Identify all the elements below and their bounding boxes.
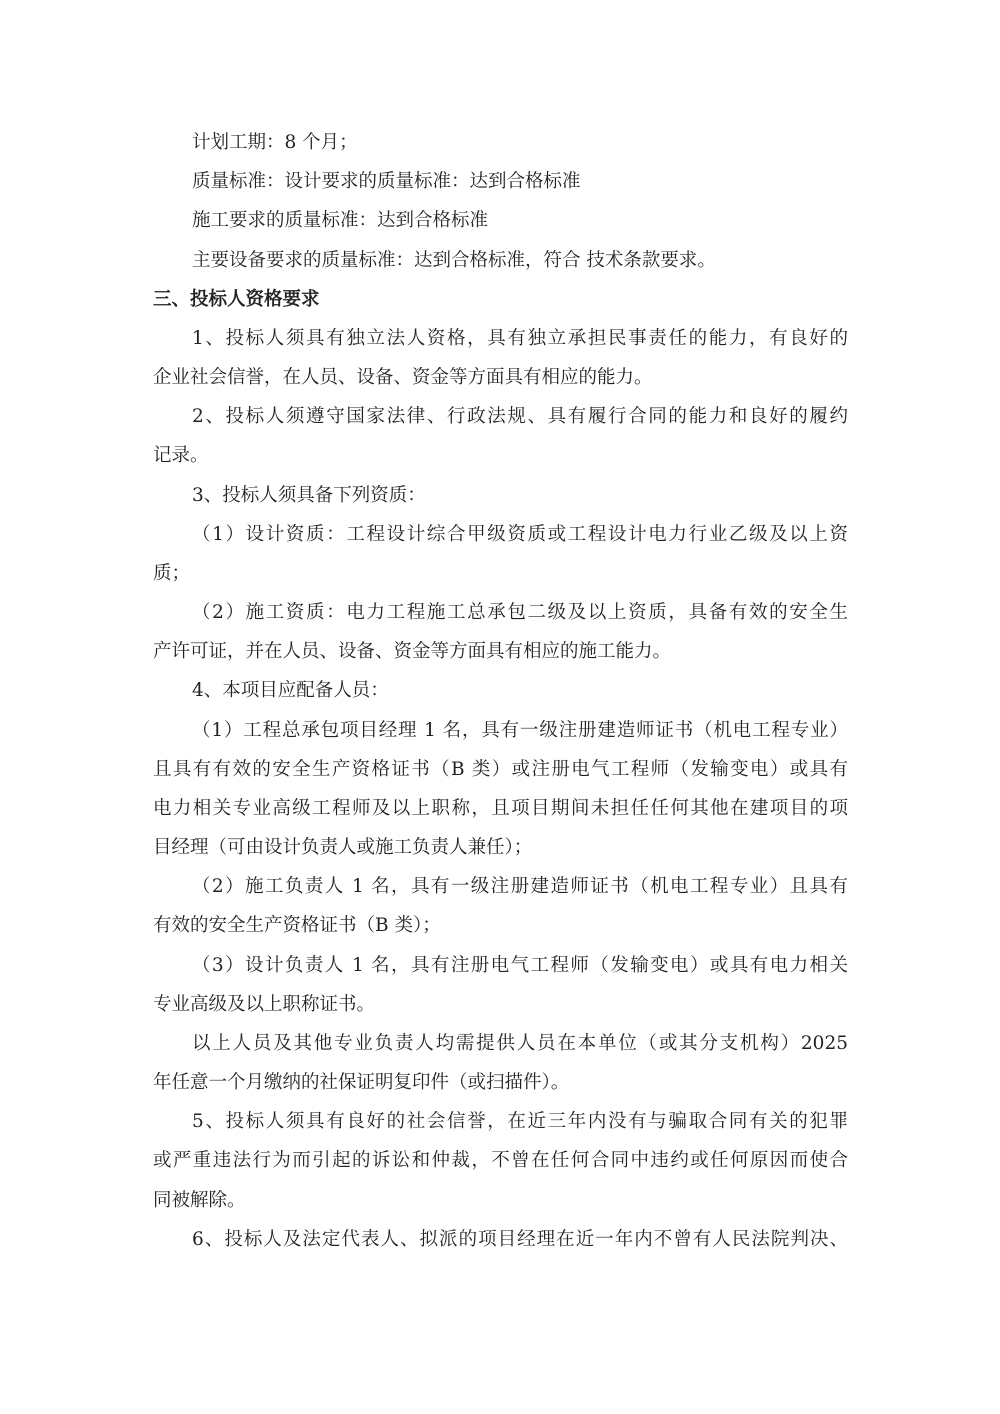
text-line: 2、投标人须遵守国家法律、行政法规、具有履行合同的能力和良好的履约 bbox=[192, 406, 848, 428]
text-line: （3）设计负责人 1 名，具有注册电气工程师（发输变电）或具有电力相关 bbox=[192, 954, 848, 976]
section-heading: 三、投标人资格要求 bbox=[153, 288, 320, 310]
text-line: 记录。 bbox=[153, 445, 209, 467]
text-line: 电力相关专业高级工程师及以上职称，且项目期间未担任任何其他在建项目的项 bbox=[153, 797, 848, 819]
text-line: 1、投标人须具有独立法人资格，具有独立承担民事责任的能力，有良好的 bbox=[192, 327, 848, 349]
text-line: 计划工期：8 个月； bbox=[192, 132, 358, 153]
text-line: 以上人员及其他专业负责人均需提供人员在本单位（或其分支机构）2025 bbox=[192, 1032, 848, 1054]
text-line: 主要设备要求的质量标准：达到合格标准，符合 技术条款要求。 bbox=[192, 249, 716, 271]
text-line: 目经理（可由设计负责人或施工负责人兼任）； bbox=[153, 837, 533, 859]
text-line: 产许可证，并在人员、设备、资金等方面具有相应的施工能力。 bbox=[153, 641, 672, 663]
text-line: 有效的安全生产资格证书（B 类）； bbox=[153, 915, 441, 937]
text-line: （1）设计资质：工程设计综合甲级资质或工程设计电力行业乙级及以上资 bbox=[192, 523, 848, 545]
text-line: 年任意一个月缴纳的社保证明复印件（或扫描件）。 bbox=[153, 1072, 570, 1094]
document-body bbox=[153, 129, 848, 1265]
text-line: 同被解除。 bbox=[153, 1189, 246, 1211]
text-line: 质； bbox=[153, 562, 191, 584]
text-line: 或严重违法行为而引起的诉讼和仲裁，不曾在任何合同中违约或任何原因而使合 bbox=[153, 1150, 848, 1172]
text-line: 且具有有效的安全生产资格证书（B 类）或注册电气工程师（发输变电）或具有 bbox=[153, 758, 848, 780]
text-line: 企业社会信誉，在人员、设备、资金等方面具有相应的能力。 bbox=[153, 367, 653, 389]
text-line: （2）施工负责人 1 名，具有一级注册建造师证书（机电工程专业）且具有 bbox=[192, 876, 848, 898]
text-line: （1）工程总承包项目经理 1 名，具有一级注册建造师证书（机电工程专业） bbox=[192, 719, 848, 741]
text-line: 专业高级及以上职称证书。 bbox=[153, 993, 376, 1015]
text-line: 3、投标人须具备下列资质： bbox=[192, 484, 426, 506]
text-line: 施工要求的质量标准：达到合格标准 bbox=[192, 210, 489, 232]
text-line: 6、投标人及法定代表人、拟派的项目经理在近一年内不曾有人民法院判决、 bbox=[192, 1228, 848, 1250]
text-line: 4、本项目应配备人员： bbox=[192, 680, 389, 702]
text-line: 5、投标人须具有良好的社会信誉，在近三年内没有与骗取合同有关的犯罪 bbox=[192, 1111, 848, 1133]
text-line: 质量标准：设计要求的质量标准：达到合格标准 bbox=[192, 171, 581, 193]
text-line: （2）施工资质：电力工程施工总承包二级及以上资质，具备有效的安全生 bbox=[192, 602, 848, 624]
